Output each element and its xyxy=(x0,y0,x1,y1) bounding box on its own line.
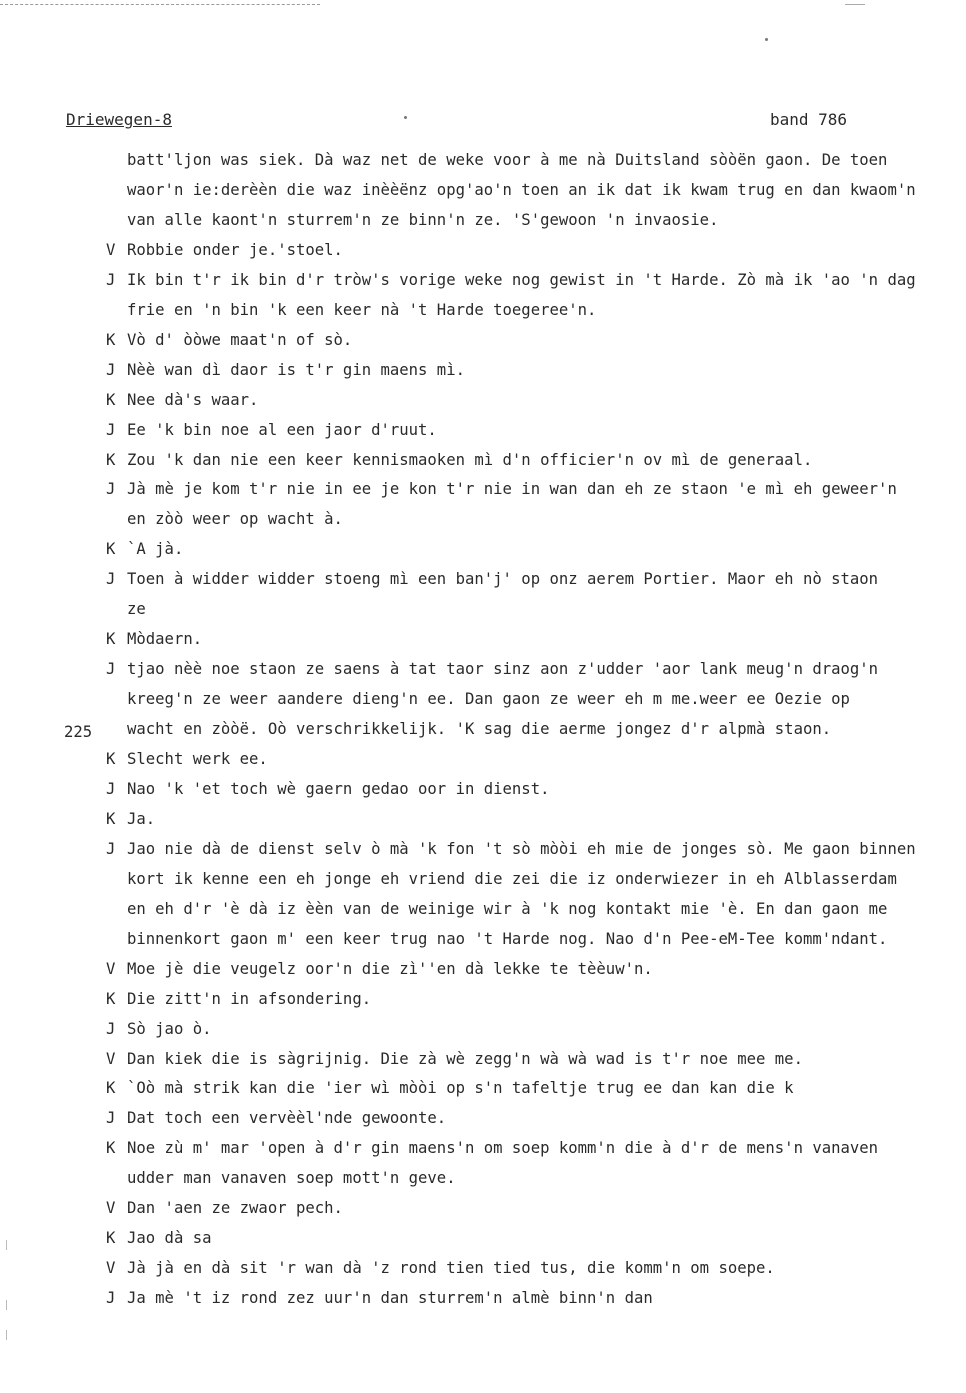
line-text: Slecht werk ee. xyxy=(127,750,268,768)
transcript-line xyxy=(106,659,966,679)
transcript-line xyxy=(106,450,966,470)
line-text: frie en 'n bin 'k een keer nà 't Harde toegeree'n. xyxy=(127,301,597,319)
speaker-label: K xyxy=(106,750,116,768)
speaker-label: K xyxy=(106,810,116,828)
transcript-line xyxy=(106,689,966,709)
speaker-label: J xyxy=(106,361,116,379)
transcript-line xyxy=(106,180,966,200)
line-text: tjao nèè noe staon ze saens à tat taor sinz aon z'udder 'aor lank meug'n draog'n xyxy=(127,660,879,678)
transcript-line xyxy=(106,719,966,739)
transcript-line xyxy=(106,300,966,320)
speaker-label: K xyxy=(106,1079,116,1097)
line-text: en zòò weer op wacht à. xyxy=(127,510,343,528)
transcript-line xyxy=(106,420,966,440)
transcript-line xyxy=(106,539,966,559)
speaker-label: J xyxy=(106,421,116,439)
line-text: van alle kaont'n sturrem'n ze binn'n ze. 'S'gewoon 'n invaosie. xyxy=(127,211,719,229)
line-text: Ja. xyxy=(127,810,156,828)
margin-mark xyxy=(6,1240,7,1250)
speaker-label: K xyxy=(106,1139,116,1157)
speaker-label: V xyxy=(106,1259,116,1277)
speaker-label: J xyxy=(106,1109,116,1127)
margin-mark xyxy=(6,1330,7,1340)
line-text: wacht en zòòë. Oò verschrikkelijk. 'K sag die aerme jongez d'r alpmà staon. xyxy=(127,720,832,738)
transcript-line xyxy=(106,479,966,499)
speaker-label: J xyxy=(106,570,116,588)
speaker-label: J xyxy=(106,1289,116,1307)
line-text: binnenkort gaon m' een keer trug nao 't Harde nog. Nao d'n Pee-eM-Tee komm'ndant. xyxy=(127,930,888,948)
top-scan-line xyxy=(0,4,320,5)
line-text: kort ik kenne een eh jonge eh vriend die zei die iz onderwiezer in eh Alblasserdam xyxy=(127,870,897,888)
speaker-label: K xyxy=(106,451,116,469)
line-text: Dan 'aen ze zwaor pech. xyxy=(127,1199,343,1217)
line-text: Moe jè die veugelz oor'n die zì''en dà lekke te tèèuw'n. xyxy=(127,960,653,978)
line-text: Ja mè 't iz rond zez uur'n dan sturrem'n almè binn'n dan xyxy=(127,1289,653,1307)
margin-line-number: 225 xyxy=(64,723,93,741)
line-text: Robbie onder je.'stoel. xyxy=(127,241,343,259)
speaker-label: K xyxy=(106,331,116,349)
transcript-line xyxy=(106,210,966,230)
transcript-line xyxy=(106,809,966,829)
line-text: udder man vanaven soep mott'n geve. xyxy=(127,1169,456,1187)
line-text: Jà mè je kom t'r nie in ee je kon t'r nie in wan dan eh ze staon 'e mì eh geweer'n xyxy=(127,480,897,498)
transcript-line xyxy=(106,989,966,1009)
speaker-label: J xyxy=(106,840,116,858)
speaker-label: V xyxy=(106,241,116,259)
line-text: Jao nie dà de dienst selv ò mà 'k fon 't sò mòòi eh mie de jonges sò. Me gaon binnen xyxy=(127,840,916,858)
line-text: Nèè wan dì daor is t'r gin maens mì. xyxy=(127,361,465,379)
transcript-line xyxy=(106,240,966,260)
scan-speck xyxy=(404,116,407,119)
speaker-label: J xyxy=(106,271,116,289)
line-text: Dat toch een vervèèl'nde gewoonte. xyxy=(127,1109,447,1127)
speaker-label: J xyxy=(106,1020,116,1038)
speaker-label: V xyxy=(106,960,116,978)
transcript-line xyxy=(106,929,966,949)
transcript-line xyxy=(106,899,966,919)
transcript-line xyxy=(106,869,966,889)
line-text: waor'n ie:derèèn die waz inèèënz opg'ao'n toen an ik dat ik kwam trug en dan kwaom'n xyxy=(127,181,916,199)
line-text: Nao 'k 'et toch wè gaern gedao oor in dienst. xyxy=(127,780,550,798)
speaker-label: V xyxy=(106,1050,116,1068)
transcript-line xyxy=(106,629,966,649)
speaker-label: K xyxy=(106,990,116,1008)
line-text: `A jà. xyxy=(127,540,184,558)
line-text: Dan kiek die is sàgrijnig. Die zà wè zegg'n wà wà wad is t'r noe mee me. xyxy=(127,1050,803,1068)
line-text: Noe zù m' mar 'open à d'r gin maens'n om soep komm'n die à d'r de mens'n vanaven xyxy=(127,1139,879,1157)
scan-speck xyxy=(765,38,768,41)
transcript-line xyxy=(106,330,966,350)
transcript-line xyxy=(106,779,966,799)
transcript-line xyxy=(106,1258,966,1278)
line-text: Vò d' òòwe maat'n of sò. xyxy=(127,331,353,349)
transcript-line xyxy=(106,1138,966,1158)
speaker-label: K xyxy=(106,1229,116,1247)
line-text: Ee 'k bin noe al een jaor d'ruut. xyxy=(127,421,437,439)
line-text: Jao dà sa xyxy=(127,1229,212,1247)
transcript-line xyxy=(106,959,966,979)
transcript-line xyxy=(106,1049,966,1069)
transcript-line xyxy=(106,1198,966,1218)
transcript-line xyxy=(106,1078,966,1098)
line-text: batt'ljon was siek. Dà waz net de weke voor à me nà Duitsland sòòën gaon. De toen xyxy=(127,151,888,169)
transcript-line xyxy=(106,599,966,619)
transcript-line xyxy=(106,360,966,380)
speaker-label: J xyxy=(106,780,116,798)
transcript-line xyxy=(106,390,966,410)
line-text: Die zitt'n in afsondering. xyxy=(127,990,372,1008)
line-text: Mòdaern. xyxy=(127,630,203,648)
transcript-line xyxy=(106,1019,966,1039)
speaker-label: J xyxy=(106,660,116,678)
margin-mark xyxy=(6,1300,7,1310)
transcript-line xyxy=(106,569,966,589)
top-scan-mark xyxy=(845,4,865,5)
document-title: Driewegen-8 xyxy=(66,110,172,129)
transcript-line xyxy=(106,509,966,529)
speaker-label: K xyxy=(106,540,116,558)
transcript-line xyxy=(106,749,966,769)
line-text: en eh d'r 'è dà iz èèn van de weinige wir à 'k nog kontakt mie 'è. En dan gaon me xyxy=(127,900,888,918)
transcript-line xyxy=(106,839,966,859)
line-text: Ik bin t'r ik bin d'r tròw's vorige weke nog gewist in 't Harde. Zò mà ik 'ao 'n dag xyxy=(127,271,916,289)
line-text: ze xyxy=(127,600,146,618)
band-number: band 786 xyxy=(770,110,848,129)
transcript-line xyxy=(106,1108,966,1128)
transcript-line xyxy=(106,1228,966,1248)
transcript-line xyxy=(106,1168,966,1188)
line-text: Jà jà en dà sit 'r wan dà 'z rond tien tied tus, die komm'n om soepe. xyxy=(127,1259,775,1277)
line-text: Toen à widder widder stoeng mì een ban'j' op onz aerem Portier. Maor eh nò staon xyxy=(127,570,879,588)
transcript-line xyxy=(106,150,966,170)
speaker-label: V xyxy=(106,1199,116,1217)
speaker-label: J xyxy=(106,480,116,498)
line-text: `Oò mà strik kan die 'ier wì mòòi op s'n tafeltje trug ee dan kan die k xyxy=(127,1079,794,1097)
speaker-label: K xyxy=(106,391,116,409)
line-text: kreeg'n ze weer aandere dieng'n ee. Dan gaon ze weer eh m me.weer ee Oezie op xyxy=(127,690,850,708)
line-text: Nee dà's waar. xyxy=(127,391,259,409)
transcript-line xyxy=(106,1288,966,1308)
transcript-line xyxy=(106,270,966,290)
line-text: Sò jao ò. xyxy=(127,1020,212,1038)
line-text: Zou 'k dan nie een keer kennismaoken mì d'n officier'n ov mì de generaal. xyxy=(127,451,813,469)
speaker-label: K xyxy=(106,630,116,648)
